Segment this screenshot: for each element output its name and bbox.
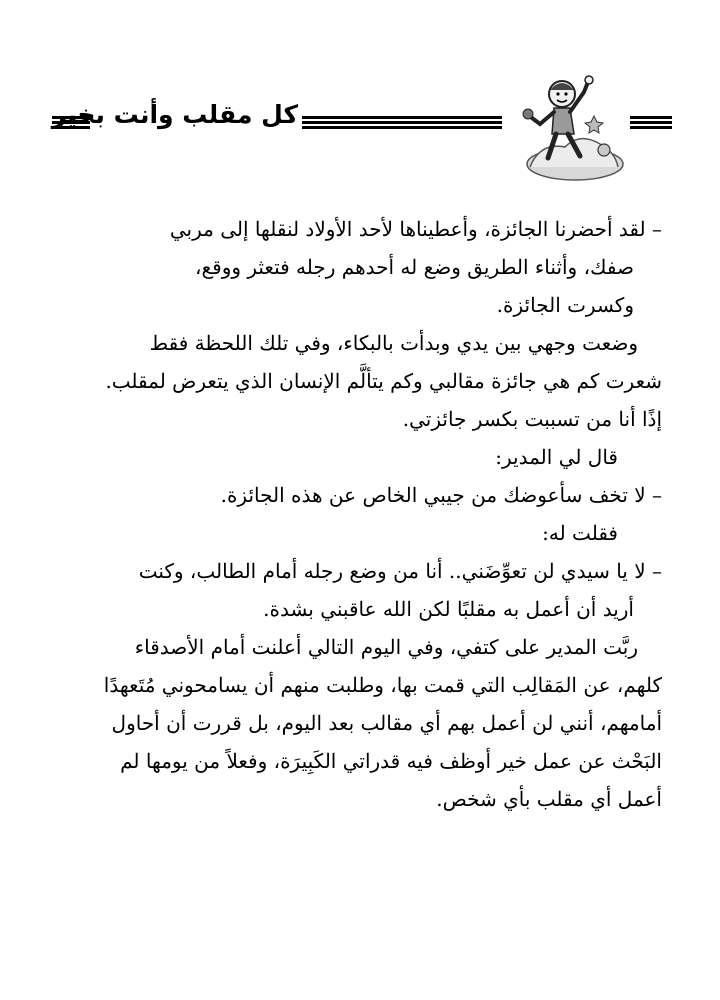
decorative-rule-right	[630, 116, 672, 130]
paragraph-start: قال لي المدير:	[495, 445, 618, 469]
text-line: وكسرت الجائزة.	[496, 293, 634, 317]
text-line: أمامهم، أنني لن أعمل بهم أي مقالب بعد اليوم، بل قررت أن أحاول	[111, 711, 662, 735]
paragraph-start: ربَّت المدير على كتفي، وفي اليوم التالي أعلنت أمام الأصدقاء	[134, 635, 638, 659]
text-line: صفك، وأثناء الطريق وضع له أحدهم رجله فتعثر ووقع،	[195, 255, 634, 279]
text-line: كلهم، عن المَقالِب التي قمت بها، وطلبت منهم أن يسامحوني مُتَعهدًا	[103, 673, 662, 697]
text-line: شعرت كم هي جائزة مقالبي وكم يتألَّم الإنسان الذي يتعرض لمقلب.	[105, 369, 662, 393]
story-text	[62, 210, 662, 818]
dialog-line: – لا يا سيدي لن تعوِّضَني.. أنا من وضع رجله أمام الطالب، وكنت	[138, 559, 662, 583]
text-line: البَحْث عن عمل خير أوظف فيه قدراتي الكَبِيرَة، وفعلاً من يومها لم	[120, 749, 662, 773]
dialog-line: – لقد أحضرنا الجائزة، وأعطيناها لأحد الأولاد لنقلها إلى مربي	[169, 217, 662, 241]
paragraph-start: فقلت له:	[542, 521, 618, 545]
boy-cartoon-illustration	[510, 72, 625, 182]
text-line: أعمل أي مقلب بأي شخص.	[436, 787, 662, 811]
text-line: أريد أن أعمل به مقلبًا لكن الله عاقبني بشدة.	[263, 597, 634, 621]
text-line: إذًا أنا من تسببت بكسر جائزتي.	[402, 407, 662, 431]
dialog-line: – لا تخف سأعوضك من جيبي الخاص عن هذه الجائزة.	[220, 483, 662, 507]
decorative-rule-middle	[302, 116, 502, 130]
page-title: كل مقلب وأنت بخير	[51, 100, 298, 129]
paragraph-start: وضعت وجهي بين يدي وبدأت بالبكاء، وفي تلك اللحظة فقط	[149, 331, 638, 355]
page-header	[40, 72, 690, 182]
